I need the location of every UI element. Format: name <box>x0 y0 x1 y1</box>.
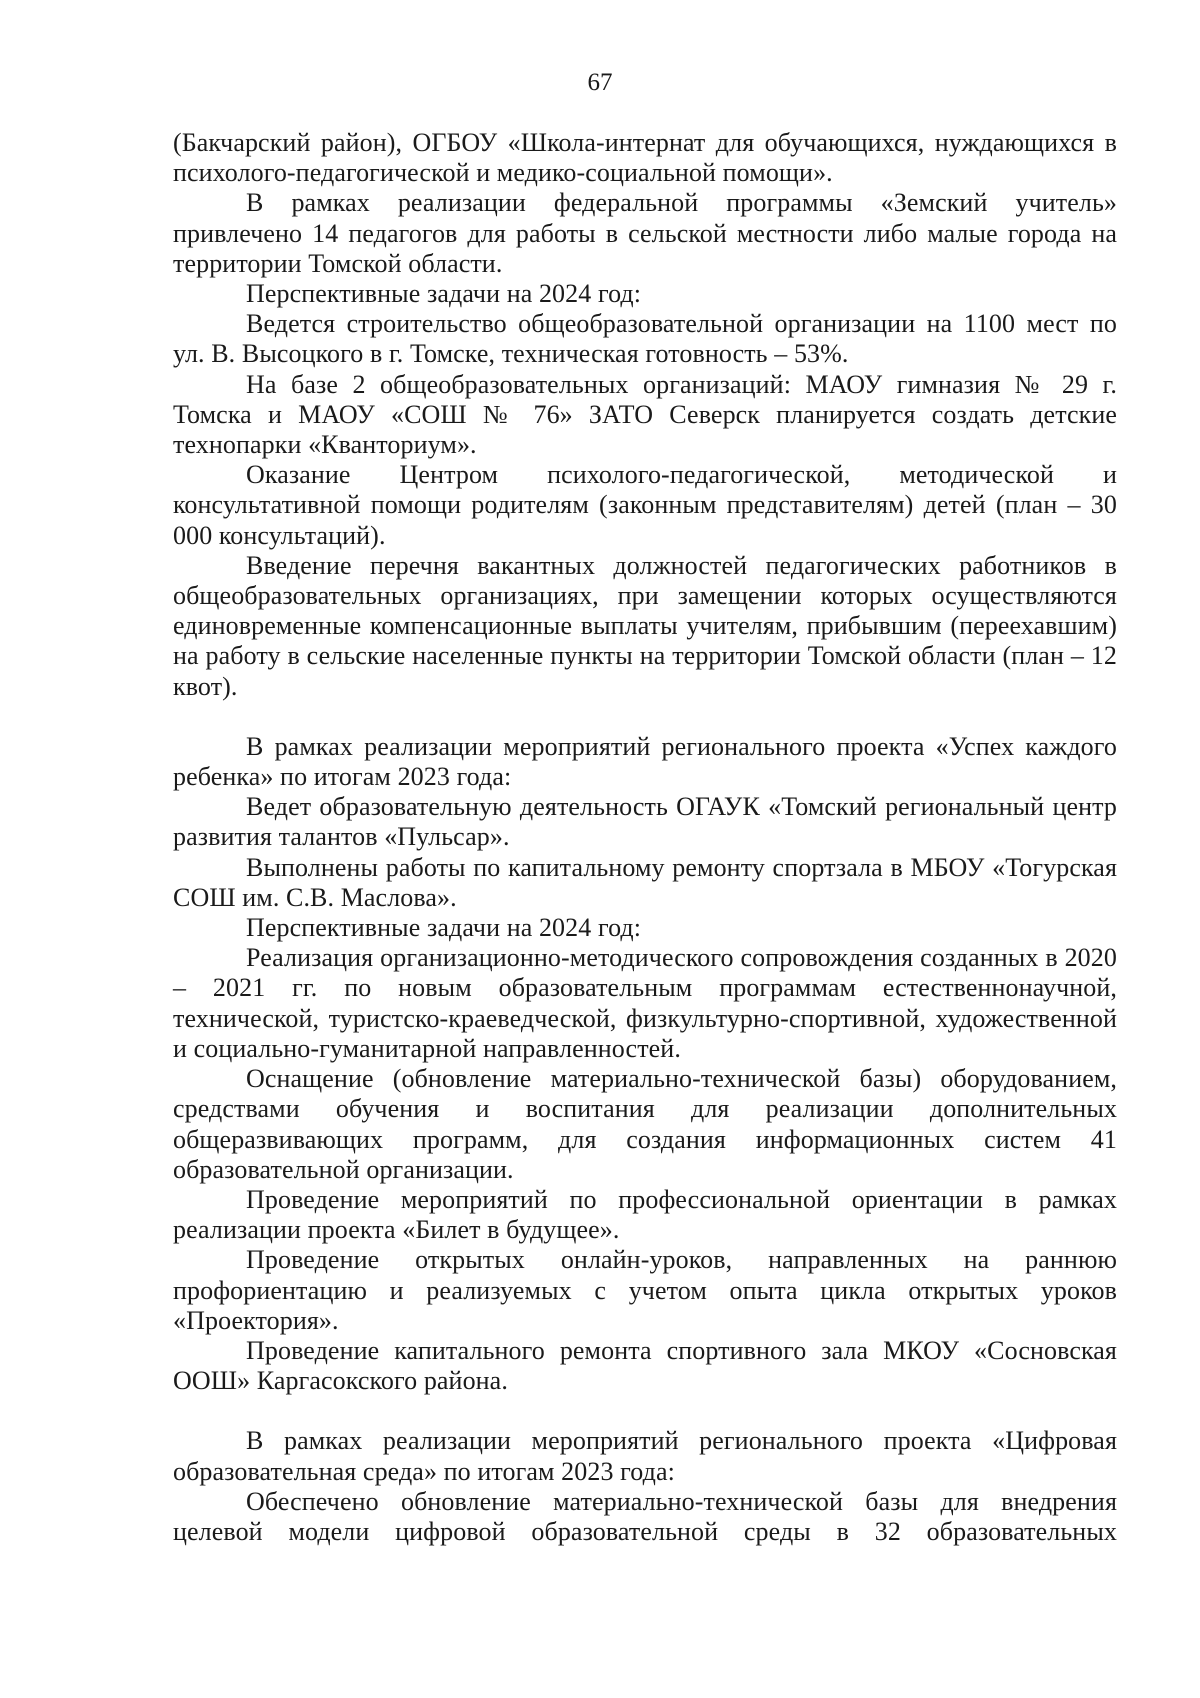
paragraph-zemsky-uchitel: В рамках реализации федеральной программы «Земский учитель» привлечено 14 педагогов для работы в сельской местности либо малые города на территории Томской области. <box>173 188 1117 278</box>
paragraph-continuation: (Бакчарский район), ОГБОУ «Школа-интернат для обучающихся, нуждающихся в психолого-педагогической и медико-социальной помощи». <box>173 128 1117 188</box>
paragraph-sosnovskaya: Проведение капитального ремонта спортивного зала МКОУ «Сосновская ООШ» Каргасокского района. <box>173 1335 1117 1396</box>
paragraph-digital-env-intro: В рамках реализации мероприятий регионального проекта «Цифровая образовательная среда» по итогам 2023 года: <box>173 1426 1117 1486</box>
paragraph-tasks-heading-2: Перспективные задачи на 2024 год: <box>246 913 642 943</box>
paragraph-tasks-heading-1: Перспективные задачи на 2024 год: <box>246 279 642 309</box>
paragraph-vacancies: Введение перечня вакантных должностей педагогических работников в общеобразовательных организациях, при замещении которых осуществляются единовременные компенсационные выплаты учителям, прибывшим (переехавшим) на работу в сельские населенные пункты на территории Томской области (план – 12 квот). <box>173 550 1117 701</box>
page-number: 67 <box>587 69 613 96</box>
paragraph-pulsar: Ведет образовательную деятельность ОГАУК «Томский региональный центр развития талантов «Пульсар». <box>173 792 1117 852</box>
paragraph-gym-repair: Выполнены работы по капитальному ремонту спортзала в МБОУ «Тогурская СОШ им. С.В. Маслова». <box>173 852 1117 912</box>
paragraph-methodical-support: Реализация организационно-методического сопровождения созданных в 2020 – 2021 гг. по новым образовательным программам естественнонаучной, технической, туристско-краеведческой, физкультурно-спортивной, художественной и социально-гуманитарной направленностей. <box>173 943 1117 1063</box>
paragraph-bilet-v-budushchee: Проведение мероприятий по профессиональной ориентации в рамках реализации проекта «Билет в будущее». <box>173 1184 1117 1245</box>
paragraph-proektoria: Проведение открытых онлайн-уроков, направленных на раннюю профориентацию и реализуемых с учетом опыта цикла открытых уроков «Проектория». <box>173 1245 1117 1335</box>
paragraph-kvantorium: На базе 2 общеобразовательных организаций: МАОУ гимназия № 29 г. Томска и МАОУ «СОШ № 76» ЗАТО Северск планируется создать детские технопарки «Кванториум». <box>173 369 1117 460</box>
paragraph-uspekh-intro: В рамках реализации мероприятий регионального проекта «Успех каждого ребенка» по итогам 2023 года: <box>173 731 1117 792</box>
paragraph-school-construction: Ведется строительство общеобразовательной организации на 1100 мест по ул. В. Высоцкого в г. Томске, техническая готовность – 53%. <box>173 309 1117 369</box>
paragraph-digital-env-update: Обеспечено обновление материально-технической базы для внедрения целевой модели цифровой образовательной среды в 32 образовательных <box>173 1486 1117 1546</box>
document-body <box>173 128 1117 1547</box>
paragraph-equipment: Оснащение (обновление материально-технической базы) оборудованием, средствами обучения и воспитания для реализации дополнительных общеразвивающих программ, для создания информационных систем 41 образовательной организации. <box>173 1064 1117 1184</box>
paragraph-consultations: Оказание Центром психолого-педагогической, методической и консультативной помощи родителям (законным представителям) детей (план – 30 000 консультаций). <box>173 460 1117 550</box>
